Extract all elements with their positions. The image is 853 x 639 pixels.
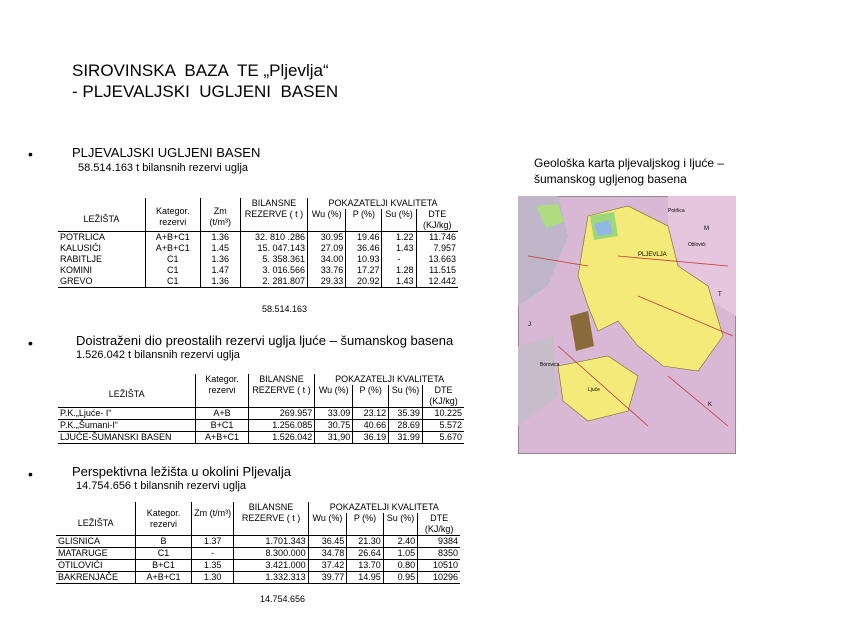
cell-zm: 1.36 xyxy=(200,254,240,265)
cell-name: GLISNICA xyxy=(56,536,136,548)
table-row xyxy=(56,548,460,560)
cell-wu: 31,90 xyxy=(315,432,353,444)
s2-h-bilansne: BILANSNE REZERVE ( t ) xyxy=(248,374,315,408)
cell-wu: 27.09 xyxy=(308,243,346,254)
s3-h-dte: DTE (KJ/kg) xyxy=(418,513,460,536)
cell-name: MATARUGE xyxy=(56,548,136,560)
section3-subheading: 14.754.656 t bilansnih rezervi uglja xyxy=(76,480,247,492)
s3-h-bilansne: BILANSNE REZERVE ( t ) xyxy=(234,502,308,536)
cell-rez: 1.256.085 xyxy=(248,420,315,432)
cell-kat: C1 xyxy=(136,548,191,560)
map-label-j: J xyxy=(528,322,531,328)
cell-name: BAKRENJAČE xyxy=(56,572,136,584)
cell-p: 14.95 xyxy=(347,572,384,584)
cell-p: 23.12 xyxy=(353,408,389,420)
page-title xyxy=(72,60,338,102)
title-line-1: SIROVINSKA BAZA TE „Pljevlja“ xyxy=(72,61,329,80)
section3-bullet: • xyxy=(28,466,33,482)
map-label-otilovici: Otilovići xyxy=(688,242,706,248)
table-row xyxy=(56,572,460,584)
cell-wu: 33.09 xyxy=(315,408,353,420)
section1-bullet: • xyxy=(28,146,33,162)
s3-h-p: P (%) xyxy=(347,513,384,536)
cell-wu: 29.33 xyxy=(308,276,346,288)
s1-h-zm: Zm (t/m³) xyxy=(200,198,240,232)
cell-wu: 30.75 xyxy=(315,420,353,432)
map-label-potrlica: Potrlica xyxy=(668,208,685,214)
cell-zm: 1.36 xyxy=(200,276,240,288)
cell-p: 36.19 xyxy=(353,432,389,444)
cell-rez: 15. 047.143 xyxy=(240,243,307,254)
cell-kat: B+C1 xyxy=(196,420,248,432)
cell-p: 40.66 xyxy=(353,420,389,432)
cell-kat: A+B+C1 xyxy=(136,572,191,584)
cell-rez: 2. 281.807 xyxy=(240,276,307,288)
table-row xyxy=(58,254,458,265)
cell-p: 19.46 xyxy=(346,232,382,244)
cell-zm: 1.36 xyxy=(200,232,240,244)
cell-su: 1.28 xyxy=(382,265,416,276)
s2-h-pokazatelji: POKAZATELJI KVALITETA xyxy=(315,374,464,385)
cell-p: 13.70 xyxy=(347,560,384,572)
cell-dte: 12.442 xyxy=(416,276,458,288)
cell-wu: 36.45 xyxy=(308,536,347,548)
cell-su: 1.43 xyxy=(382,243,416,254)
cell-name: KALUSIĆI xyxy=(60,243,102,253)
table-row xyxy=(58,232,458,244)
cell-dte: 11.746 xyxy=(416,232,458,244)
cell-rez: 32. 810 .286 xyxy=(240,232,307,244)
cell-zm: 1.35 xyxy=(191,560,234,572)
s1-h-lezista: LEŽIŠTA xyxy=(58,198,145,232)
cell-su: 1.43 xyxy=(382,276,416,288)
cell-dte: 13.663 xyxy=(416,254,458,265)
map-label-t: T xyxy=(718,292,722,298)
cell-dte: 9384 xyxy=(418,536,460,548)
cell-p: 20.92 xyxy=(346,276,382,288)
cell-kat: B xyxy=(136,536,191,548)
cell-kat: C1 xyxy=(145,254,200,265)
s3-h-su: Su (%) xyxy=(383,513,417,536)
s2-h-wu: Wu (%) xyxy=(315,385,353,408)
cell-name: RABITLJE xyxy=(60,254,103,264)
cell-zm: 1.45 xyxy=(200,243,240,254)
cell-rez: 1.701.343 xyxy=(234,536,308,548)
cell-p: 17.27 xyxy=(346,265,382,276)
cell-su: 0.80 xyxy=(383,560,417,572)
section1-heading: PLJEVALJSKI UGLJENI BASEN xyxy=(72,145,261,160)
cell-p: 26.64 xyxy=(347,548,384,560)
s1-h-p: P (%) xyxy=(346,209,382,232)
cell-dte: 11.515 xyxy=(416,265,458,276)
cell-zm: 1.37 xyxy=(191,536,234,548)
cell-kat: B+C1 xyxy=(136,560,191,572)
cell-p: 10.93 xyxy=(346,254,382,265)
cell-rez: 269.957 xyxy=(248,408,315,420)
map-label-ljuce: Ljuće xyxy=(588,387,600,393)
s3-h-pokazatelji: POKAZATELJI KVALITETA xyxy=(308,502,460,513)
section1-subheading: 58.514.163 t bilansnih rezervi uglja xyxy=(78,162,249,174)
s1-h-bilansne: BILANSNE REZERVE ( t ) xyxy=(240,198,307,232)
s3-h-kategor: Kategor. rezervi xyxy=(136,502,191,536)
s1-h-dte: DTE (KJ/kg) xyxy=(416,209,458,232)
cell-wu: 34.00 xyxy=(308,254,346,265)
cell-name: KOMINI xyxy=(60,265,93,275)
cell-name: OTILOVIĆI xyxy=(56,560,136,572)
cell-kat: A+B+C1 xyxy=(145,232,200,244)
cell-su: 0.95 xyxy=(383,572,417,584)
cell-zm: 1.47 xyxy=(200,265,240,276)
cell-dte: 5.572 xyxy=(422,420,464,432)
s2-h-dte: DTE (KJ/kg) xyxy=(422,385,464,408)
section3-total: 14.754.656 xyxy=(260,594,306,604)
cell-su: 35.39 xyxy=(389,408,423,420)
cell-rez: 5. 358.361 xyxy=(240,254,307,265)
cell-dte: 10.225 xyxy=(422,408,464,420)
cell-wu: 30.95 xyxy=(308,232,346,244)
cell-rez: 3. 016.566 xyxy=(240,265,307,276)
s1-h-pokazatelji: POKAZATELJI KVALITETA xyxy=(308,198,458,209)
section3-table xyxy=(56,502,460,584)
s2-h-kategor: Kategor. rezervi xyxy=(196,374,248,408)
cell-wu: 39.77 xyxy=(308,572,347,584)
cell-wu: 34.78 xyxy=(308,548,347,560)
cell-kat: A+B+C1 xyxy=(196,432,248,444)
s1-h-su: Su (%) xyxy=(382,209,416,232)
cell-name: P.K.„Ljuće- I“ xyxy=(58,408,196,420)
cell-p: 21.30 xyxy=(347,536,384,548)
map-label-pljevlja: PLJEVLJA xyxy=(638,252,667,258)
cell-dte: 7.957 xyxy=(416,243,458,254)
cell-su: 31.99 xyxy=(389,432,423,444)
section2-table xyxy=(58,374,464,444)
section1-total: 58.514.163 xyxy=(262,304,308,314)
cell-wu: 37.42 xyxy=(308,560,347,572)
table-row xyxy=(58,276,458,288)
cell-su: 1.05 xyxy=(383,548,417,560)
table-row xyxy=(58,408,464,420)
s2-h-su: Su (%) xyxy=(389,385,423,408)
cell-rez: 3.421.000 xyxy=(234,560,308,572)
cell-kat: C1 xyxy=(145,276,200,288)
table-row xyxy=(58,265,458,276)
cell-p: 36.46 xyxy=(346,243,382,254)
s3-h-lezista: LEŽIŠTA xyxy=(56,502,136,536)
cell-kat: A+B xyxy=(196,408,248,420)
cell-su: 28.69 xyxy=(389,420,423,432)
table-row xyxy=(58,243,458,254)
map-caption: Geološka karta pljevaljskog i ljuće – šumanskog ugljenog basena xyxy=(534,156,725,186)
cell-su: - xyxy=(382,254,416,265)
s1-h-kategor: Kategor. rezervi xyxy=(145,198,200,232)
cell-name: P.K.„Šumani-I“ xyxy=(58,420,196,432)
cell-kat: C1 xyxy=(145,265,200,276)
s1-h-wu: Wu (%) xyxy=(308,209,346,232)
cell-dte: 8350 xyxy=(418,548,460,560)
table-row xyxy=(58,432,464,444)
s3-h-zm: Zm (t/m³) xyxy=(191,502,234,536)
cell-name: GREVO xyxy=(58,276,145,288)
title-line-2: - PLJEVALJSKI UGLJENI BASEN xyxy=(72,82,339,101)
cell-wu: 33.76 xyxy=(308,265,346,276)
cell-dte: 10510 xyxy=(418,560,460,572)
cell-rez: 1.332.313 xyxy=(234,572,308,584)
section2-heading: Doistraženi dio preostalih rezervi uglja ljuće – šumanskog basena xyxy=(76,333,454,348)
cell-su: 1.22 xyxy=(382,232,416,244)
cell-name: POTRLICA xyxy=(60,232,106,242)
section1-table xyxy=(58,198,458,288)
cell-name: LJUĆE-ŠUMANSKI BASEN xyxy=(58,432,196,444)
section2-subheading: 1.526.042 t bilansnih rezervi uglja xyxy=(76,349,240,361)
table-row xyxy=(56,560,460,572)
section3-heading: Perspektivna ležišta u okolini Pljevalja xyxy=(72,464,291,479)
table-row xyxy=(56,536,460,548)
s2-h-lezista: LEŽIŠTA xyxy=(58,374,196,408)
map-label-borovica: Borovica xyxy=(540,362,560,368)
cell-dte: 5.670 xyxy=(422,432,464,444)
geological-map xyxy=(518,196,736,454)
cell-rez: 8.300.000 xyxy=(234,548,308,560)
cell-kat: A+B+C1 xyxy=(145,243,200,254)
cell-zm: - xyxy=(191,548,234,560)
s2-h-p: P (%) xyxy=(353,385,389,408)
cell-su: 2.40 xyxy=(383,536,417,548)
map-label-m: M xyxy=(704,226,709,232)
cell-dte: 10296 xyxy=(418,572,460,584)
cell-rez: 1.526.042 xyxy=(248,432,315,444)
map-label-k: K xyxy=(708,402,713,408)
s3-h-wu: Wu (%) xyxy=(308,513,347,536)
section2-bullet: • xyxy=(28,335,33,351)
cell-zm: 1.30 xyxy=(191,572,234,584)
table-row xyxy=(58,420,464,432)
